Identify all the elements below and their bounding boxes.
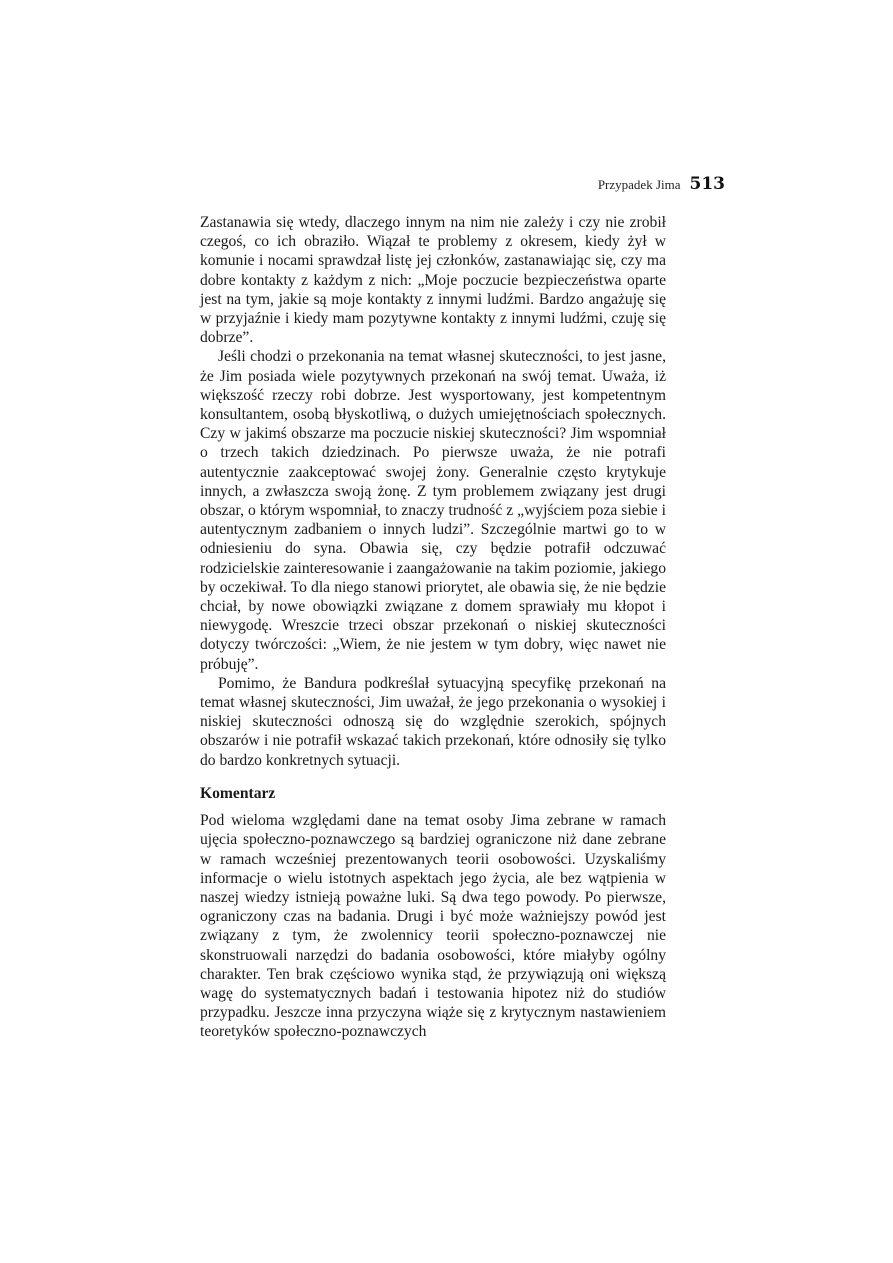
section-heading: Komentarz	[200, 784, 276, 802]
page-number: 513	[689, 174, 725, 194]
running-head	[598, 174, 725, 194]
paragraph-2: Jeśli chodzi o przekonania na temat własnej skuteczności, to jest jasne, że Jim posiada wiele pozytywnych przekonań na swój temat. Uważa, iż większość rzeczy robi dobrze. Jest wysportowany, jest kompetentnym konsultantem, osobą błyskotliwą, o dużych umiejętnościach społecznych. Czy w jakimś obszarze ma poczucie niskiej skuteczności? Jim wspomniał o trzech takich dziedzinach. Po pierwsze uważa, że nie potrafi autentycznie zaakceptować swojej żony. Generalnie często krytykuje innych, a zwłaszcza swoją żonę. Z tym problemem związany jest drugi obszar, o którym wspomniał, to znaczy trudność z „wyjściem poza siebie i autentycznym zadbaniem o innych ludzi”. Szczególnie martwi go to w odniesieniu do syna. Obawia się, czy będzie potrafił odczuwać rodzicielskie zainteresowanie i zaangażowanie na takim poziomie, jakiego by oczekiwał. To dla niego stanowi priorytet, ale obawia się, że nie będzie chciał, by nowe obowiązki związane z domem sprawiały mu kłopot i niewygodę. Wreszcie trzeci obszar przekonań o niskiej skuteczności dotyczy twórczości: „Wiem, że nie jestem w tym dobry, więc nawet nie próbuję”.	[200, 348, 666, 673]
paragraph-3: Pomimo, że Bandura podkreślał sytuacyjną specyfikę przekonań na temat własnej skuteczności, Jim uważał, że jego przekonania o wysokiej i niskiej skuteczności odnoszą się do względnie szerokich, spójnych obszarów i nie potrafił wskazać takich przekonań, które odnosiły się tylko do bardzo konkretnych sytuacji.	[200, 674, 666, 769]
paragraph-1: Zastanawia się wtedy, dlaczego innym na nim nie zależy i czy nie zrobił czegoś, co ich obraziło. Wiązał te problemy z okresem, kiedy żył w komunie i nocami sprawdzał listę jej członków, zastanawiając się, czy ma dobre kontakty z każdym z nich: „Moje poczucie bezpieczeństwa oparte jest na tym, jakie są moje kontakty z innymi ludźmi. Bardzo angażuję się w przyjaźnie i kiedy mam pozytywne kontakty z innymi ludźmi, czuję się dobrze”.	[200, 214, 666, 347]
paragraph-4: Pod wieloma względami dane na temat osoby Jima zebrane w ramach ujęcia społeczno-poznawczego są bardziej ograniczone niż dane zebrane w ramach wcześniej prezentowanych teorii osobowości. Uzyskaliśmy informacje o wielu istotnych aspektach jego życia, ale bez wątpienia w naszej wiedzy istnieją poważne luki. Są dwa tego powody. Po pierwsze, ograniczony czas na badania. Drugi i być może ważniejszy powód jest związany z tym, że zwolennicy teorii społeczno-poznawczej nie skonstruowali narzędzi do badania osobowości, które miałyby ogólny charakter. Ten brak częściowo wynika stąd, że przywiązują oni większą wagę do systematycznych badań i testowania hipotez niż do studiów przypadku. Jeszcze inna przyczyna wiąże się z krytycznym nastawieniem teoretyków społeczno-poznawczych	[200, 812, 666, 1041]
running-title: Przypadek Jima	[597, 177, 681, 192]
body-text	[200, 213, 666, 1042]
